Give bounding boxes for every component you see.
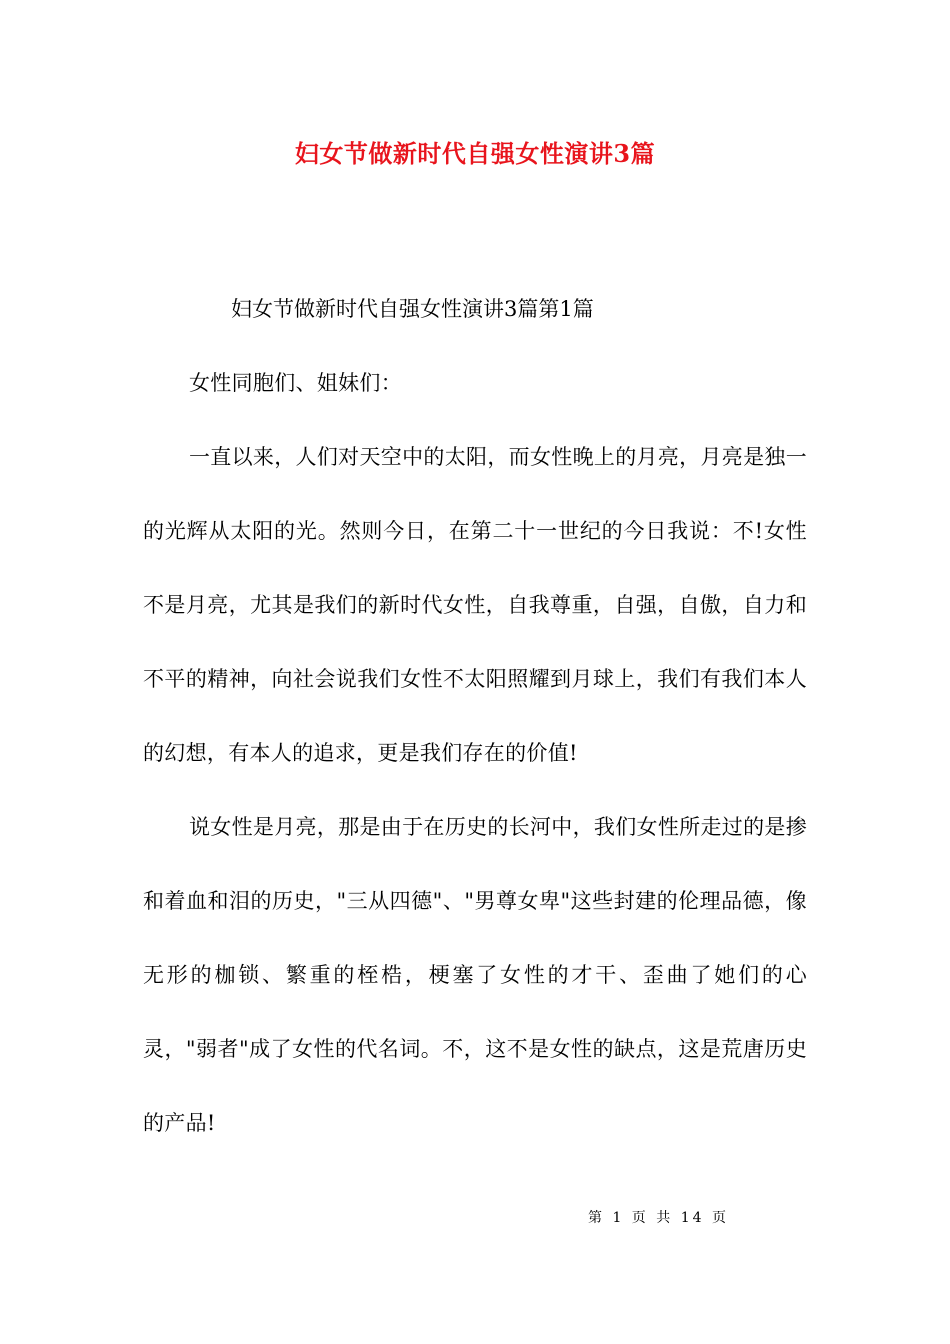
document-title: 妇女节做新时代自强女性演讲3篇 [294, 139, 656, 168]
paragraph-1: 一直以来，人们对天空中的太阳，而女性晚上的月亮，月亮是独一的光辉从太阳的光。然则今日，在第二十一世纪的今日我说：不!女性不是月亮，尤其是我们的新时代女性，自我尊重，自强，自傲，自力和不平的精神，向社会说我们女性不太阳照耀到月球上，我们有我们本人的幻想，有本人的追求，更是我们存在的价值! [143, 445, 807, 765]
document-body [143, 272, 807, 1160]
paragraph-2: 说女性是月亮，那是由于在历史的长河中，我们女性所走过的是掺和着血和泪的历史，"三从四德"、"男尊女卑"这些封建的伦理品德，像无形的枷锁、繁重的桎梏，梗塞了女性的才干、歪曲了她们的心灵，"弱者"成了女性的代名词。不，这不是女性的缺点，这是荒唐历史的产品! [143, 815, 807, 1135]
section-heading: 妇女节做新时代自强女性演讲3篇第1篇 [231, 297, 594, 321]
paragraph-greeting: 女性同胞们、姐妹们： [189, 371, 402, 395]
page-number-footer: 第 1 页 共 14 页 [588, 1210, 729, 1226]
